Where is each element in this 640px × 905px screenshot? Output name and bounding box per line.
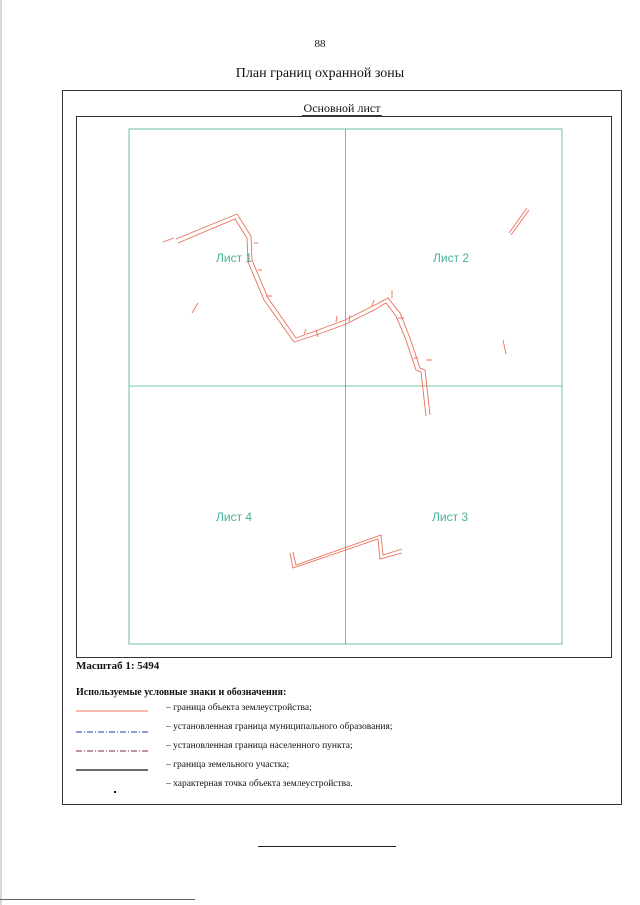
legend-text: – характерная точка объекта землеустройства. [166,779,353,789]
legend-item-municipal-boundary [76,722,596,738]
boundary-south-inner [290,539,402,568]
legend-symbol-municipal-boundary [76,722,148,738]
legend-text: – граница земельного участка; [166,760,290,770]
legend-symbol-settlement-boundary [76,741,148,757]
legend-title: Используемые условные знаки и обозначения: [76,687,287,698]
boundary-fragment-ne [509,208,529,235]
legend-item-land-plot-boundary [76,760,596,776]
legend-item-characteristic-point [76,779,596,795]
sheet-grid [129,129,562,644]
legend-item-settlement-boundary [76,741,596,757]
bottom-rule [258,846,396,847]
scan-bottom-edge [0,899,195,900]
legend-text: – установленная граница муниципального образования; [166,722,393,732]
boundary-ticks [254,243,432,360]
boundary-main [176,214,430,415]
boundary-south [293,535,402,565]
legend-text: – граница объекта землеустройства; [166,703,312,713]
document-title: План границ охранной зоны [235,66,405,81]
page-number: 88 [314,38,326,50]
sheet-label-4: Лист 4 [216,510,253,524]
sheet-label-3: Лист 3 [432,510,469,524]
scale-text: Масштаб 1: 5494 [76,660,160,672]
legend-item-object-boundary [76,703,596,719]
legend-symbol-land-plot-boundary [76,760,148,776]
legend-text: – установленная граница населенного пункта; [166,741,353,751]
legend-symbol-point [76,779,148,795]
boundary-fragment-w [192,303,198,313]
boundary-main-inner [178,219,426,416]
legend-symbol-object-boundary [76,703,148,719]
sheet-label-2: Лист 2 [433,251,470,265]
boundary-fragment-e [503,340,506,354]
sheet-label-1: Лист 1 [216,251,253,265]
boundary-fragment-nw [163,238,174,242]
sheet-title-text: Основной лист [303,101,381,115]
